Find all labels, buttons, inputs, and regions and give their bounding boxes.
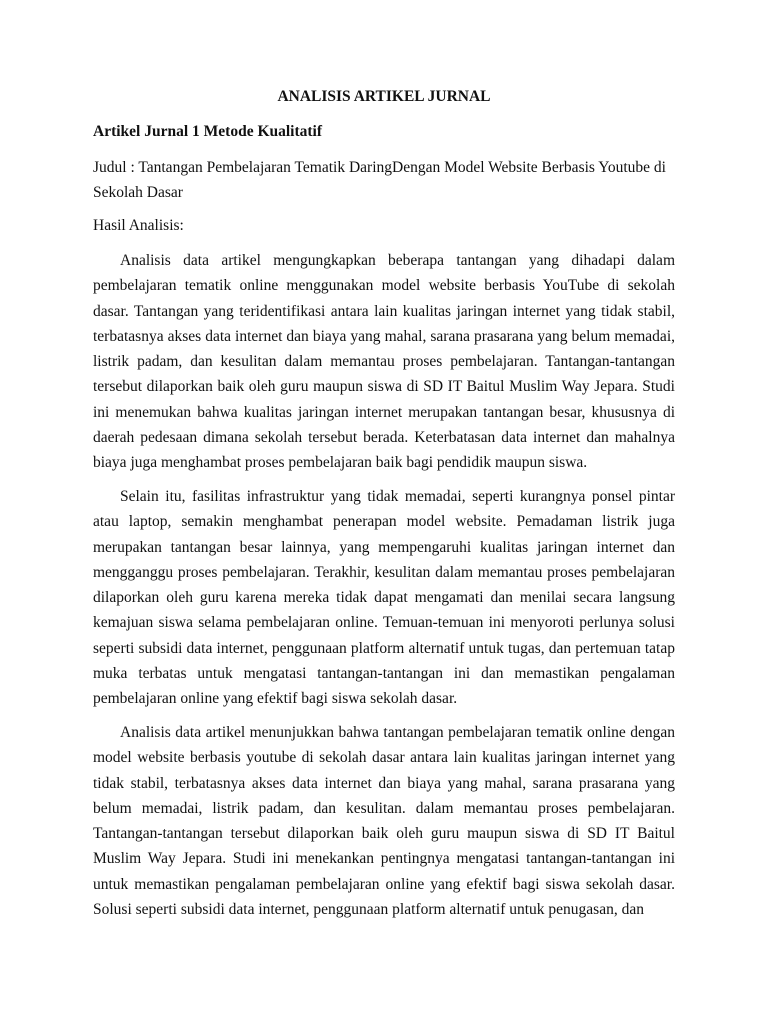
document-title: ANALISIS ARTIKEL JURNAL	[277, 88, 491, 105]
analysis-paragraph: Analisis data artikel menunjukkan bahwa tantangan pembelajaran tematik online dengan model website berbasis youtube di sekolah dasar antara lain kualitas jaringan internet yang tidak stabil, terbatasnya akses data internet dan biaya yang mahal, sarana prasarana yang belum memadai, listrik padam, dan kesulitan. dalam memantau proses pembelajaran. Tantangan-tantangan tersebut dilaporkan baik oleh guru maupun siswa di SD IT Baitul Muslim Way Jepara. Studi ini menekankan pentingnya mengatasi tantangan-tantangan ini untuk memastikan pengalaman pembelajaran online yang efektif bagi siswa sekolah dasar. Solusi seperti subsidi data internet, penggunaan platform alternatif untuk penugasan, dan	[93, 724, 675, 919]
analysis-paragraph: Analisis data artikel mengungkapkan beberapa tantangan yang dihadapi dalam pembelajaran tematik online menggunakan model website berbasis YouTube di sekolah dasar. Tantangan yang teridentifikasi antara lain kualitas jaringan internet yang tidak stabil, terbatasnya akses data internet dan biaya yang mahal, sarana prasarana yang belum memadai, listrik padam, dan kesulitan dalam memantau proses pembelajaran. Tantangan-tantangan tersebut dilaporkan baik oleh guru maupun siswa di SD IT Baitul Muslim Way Jepara. Studi ini menemukan bahwa kualitas jaringan internet merupakan tantangan besar, khususnya di daerah pedesaan dimana sekolah tersebut berada. Keterbatasan data internet dan mahalnya biaya juga menghambat proses pembelajaran baik bagi pendidik maupun siswa.	[93, 252, 675, 472]
analysis-label: Hasil Analisis:	[93, 217, 184, 234]
analysis-paragraph: Selain itu, fasilitas infrastruktur yang tidak memadai, seperti kurangnya ponsel pintar atau laptop, semakin menghambat penerapan model website. Pemadaman listrik juga merupakan tantangan besar lainnya, yang mempengaruhi kualitas jaringan internet dan mengganggu proses pembelajaran. Terakhir, kesulitan dalam memantau proses pembelajaran dilaporkan oleh guru karena mereka tidak dapat mengamati dan menilai secara langsung kemajuan siswa selama pembelajaran online. Temuan-temuan ini menyoroti perlunya solusi seperti subsidi data internet, penggunaan platform alternatif untuk tugas, dan pertemuan tatap muka terbatas untuk mengatasi tantangan-tantangan ini dan memastikan pengalaman pembelajaran online yang efektif bagi siswa sekolah dasar.	[93, 488, 675, 708]
article-title-line: Judul : Tantangan Pembelajaran Tematik DaringDengan Model Website Berbasis Youtube di Sekolah Dasar	[93, 159, 666, 201]
article-subheading: Artikel Jurnal 1 Metode Kualitatif	[93, 123, 323, 140]
